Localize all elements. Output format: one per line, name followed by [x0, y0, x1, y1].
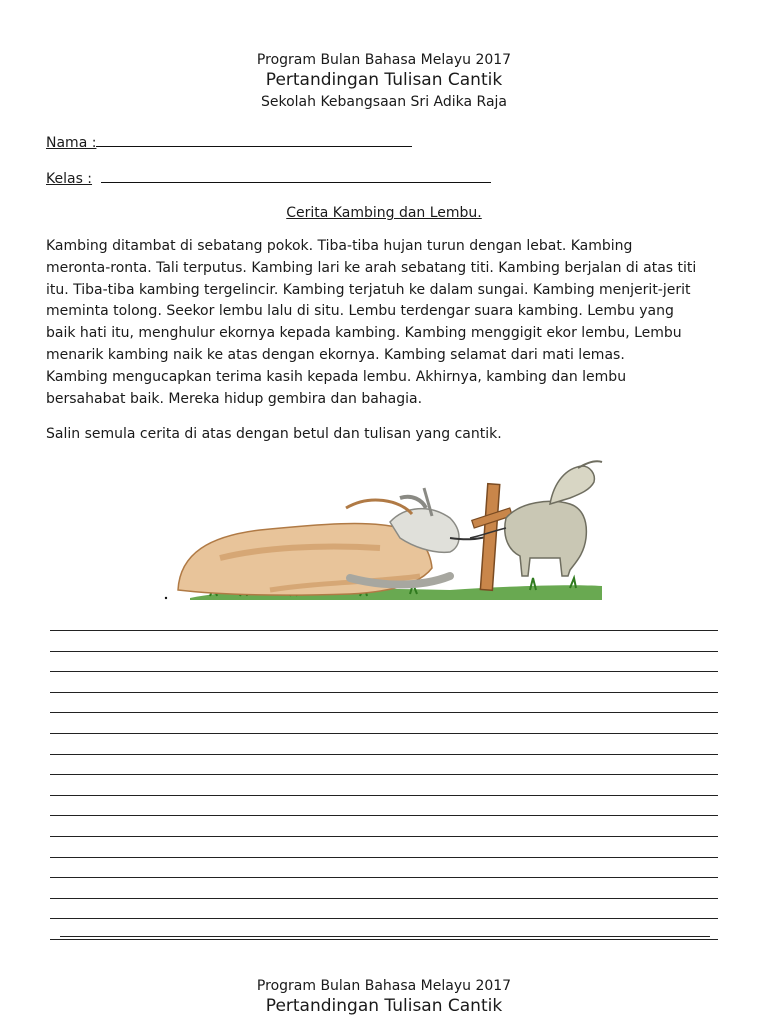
- writing-line[interactable]: [60, 936, 710, 937]
- writing-line[interactable]: [50, 630, 718, 631]
- writing-line[interactable]: [50, 898, 718, 899]
- writing-line[interactable]: [50, 651, 718, 652]
- writing-line[interactable]: [50, 671, 718, 672]
- writing-line[interactable]: [50, 918, 718, 919]
- writing-line[interactable]: [50, 692, 718, 693]
- story-title: Cerita Kambing dan Lembu.: [286, 205, 482, 221]
- footer-program: Program Bulan Bahasa Melayu 2017: [256, 978, 512, 994]
- writing-line[interactable]: [50, 733, 718, 734]
- name-field[interactable]: [46, 134, 412, 151]
- footer-competition: Pertandingan Tulisan Cantik: [265, 996, 503, 1016]
- class-field[interactable]: [46, 170, 491, 187]
- writing-line[interactable]: [50, 795, 718, 796]
- header-competition: Pertandingan Tulisan Cantik: [265, 70, 503, 90]
- instruction-text: Salin semula cerita di atas dengan betul dan tulisan yang cantik.: [46, 426, 502, 442]
- writing-line[interactable]: [50, 857, 718, 858]
- header-program: Program Bulan Bahasa Melayu 2017: [256, 52, 512, 68]
- name-label: Nama :: [46, 135, 97, 151]
- class-label: Kelas :: [46, 171, 93, 187]
- writing-line[interactable]: [50, 712, 718, 713]
- writing-line[interactable]: [50, 815, 718, 816]
- writing-line[interactable]: [50, 939, 718, 940]
- cow-goat-illustration: [150, 458, 610, 608]
- writing-line[interactable]: [50, 754, 718, 755]
- story-text: Kambing ditambat di sebatang pokok. Tiba-tiba hujan turun dengan lebat. Kambing meronta-ronta. Tali terputus. Kambing lari ke arah sebatang titi. Kambing berjalan di atas titi itu. Tiba-tiba kambing tergelincir. Kambing terjatuh ke dalam sungai. Kambing menjerit-jerit meminta tolong. Seekor lembu lalu di situ. Lembu terdengar suara kambing. Lembu yang baik hati itu, menghulur ekornya kepada kambing. Kambing menggigit ekor lembu, Lembu menarik kambing naik ke atas dengan ekornya. Kambing selamat dari mati lemas. Kambing mengucapkan terima kasih kepada lembu. Akhirnya, kambing dan lembu bersahabat baik. Mereka hidup gembira dan bahagia.: [46, 238, 697, 407]
- writing-line[interactable]: [50, 877, 718, 878]
- cow-figure: [178, 488, 490, 595]
- writing-line[interactable]: [50, 774, 718, 775]
- class-blank[interactable]: [101, 170, 491, 183]
- name-blank[interactable]: [96, 134, 412, 147]
- writing-line[interactable]: [50, 836, 718, 837]
- header-school: Sekolah Kebangsaan Sri Adika Raja: [260, 94, 507, 110]
